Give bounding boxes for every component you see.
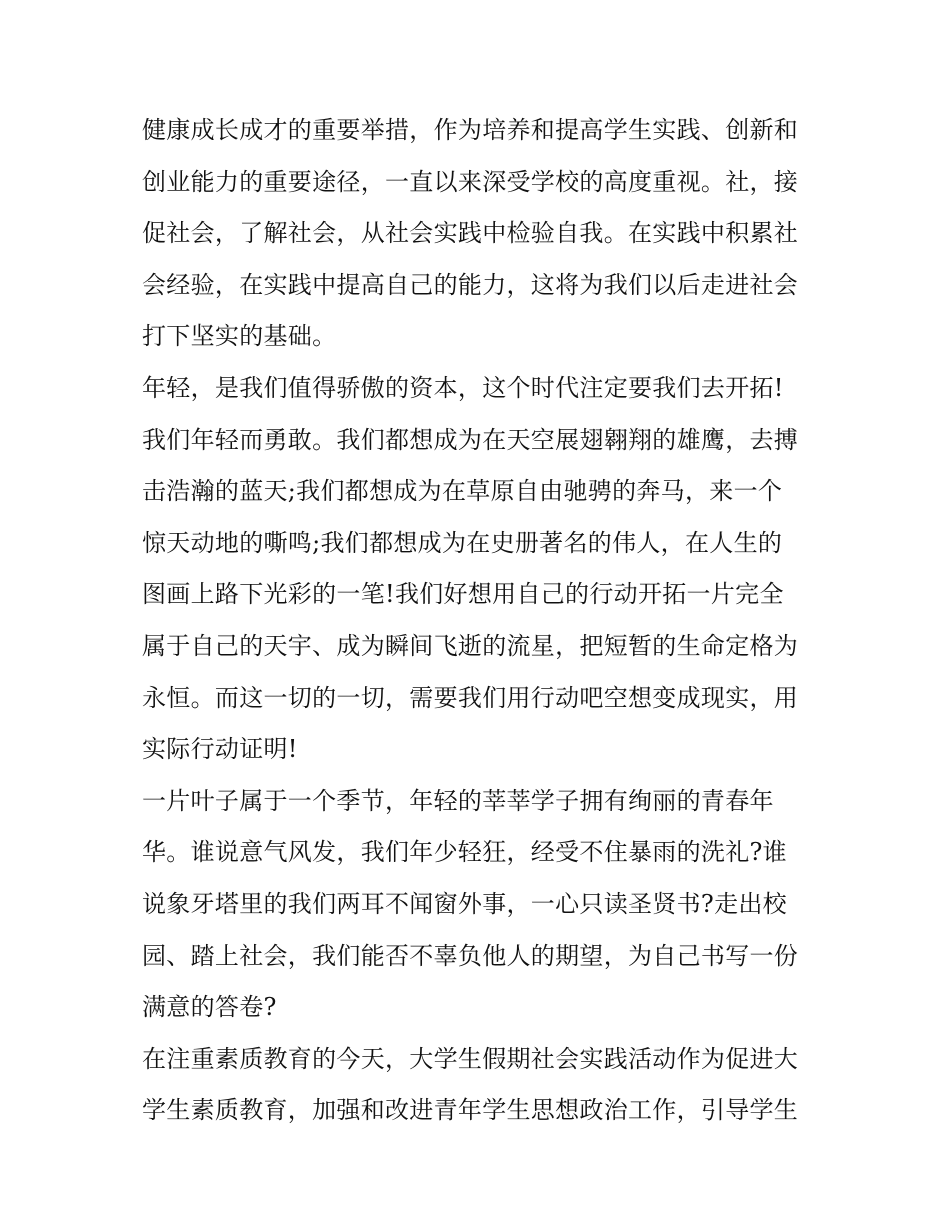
text-line: 说象牙塔里的我们两耳不闻窗外事，一心只读圣贤书?走出校 <box>142 889 787 918</box>
text-line: 华。谁说意气风发，我们年少轻狂，经受不住暴雨的洗礼?谁 <box>142 838 787 867</box>
text-line: 园、踏上社会，我们能否不辜负他人的期望，为自己书写一份 <box>142 941 799 970</box>
text-line: 促社会，了解社会，从社会实践中检验自我。在实践中积累社 <box>142 219 799 248</box>
text-line: 会经验，在实践中提高自己的能力，这将为我们以后走进社会 <box>142 270 799 299</box>
text-line: 一片叶子属于一个季节，年轻的莘莘学子拥有绚丽的青春年 <box>142 786 774 815</box>
text-line: 我们年轻而勇敢。我们都想成为在天空展翅翱翔的雄鹰，去搏 <box>142 425 799 454</box>
text-line: 打下坚实的基础。 <box>142 322 337 351</box>
text-line: 属于自己的天宇、成为瞬间飞逝的流星，把短暂的生命定格为 <box>142 631 799 660</box>
text-line: 图画上路下光彩的一笔!我们好想用自己的行动开拓一片完全 <box>142 580 784 609</box>
text-line: 学生素质教育，加强和改进青年学生思想政治工作，引导学生 <box>142 1096 799 1125</box>
text-line: 永恒。而这一切的一切，需要我们用行动吧空想变成现实，用 <box>142 683 799 712</box>
text-line: 击浩瀚的蓝天;我们都想成为在草原自由驰骋的奔马，来一个 <box>142 477 783 506</box>
text-line: 健康成长成才的重要举措，作为培养和提高学生实践、创新和 <box>142 116 799 144</box>
body-text <box>142 105 818 1137</box>
text-line: 创业能力的重要途径，一直以来深受学校的高度重视。社，接 <box>142 167 799 196</box>
text-line: 实际行动证明! <box>142 735 298 764</box>
text-line: 满意的答卷? <box>142 993 277 1022</box>
text-line: 年轻，是我们值得骄傲的资本，这个时代注定要我们去开拓! <box>142 373 784 402</box>
text-line: 惊天动地的嘶鸣;我们都想成为在史册著名的伟人，在人生的 <box>142 528 783 557</box>
text-line: 在注重素质教育的今天，大学生假期社会实践活动作为促进大 <box>142 1044 799 1073</box>
